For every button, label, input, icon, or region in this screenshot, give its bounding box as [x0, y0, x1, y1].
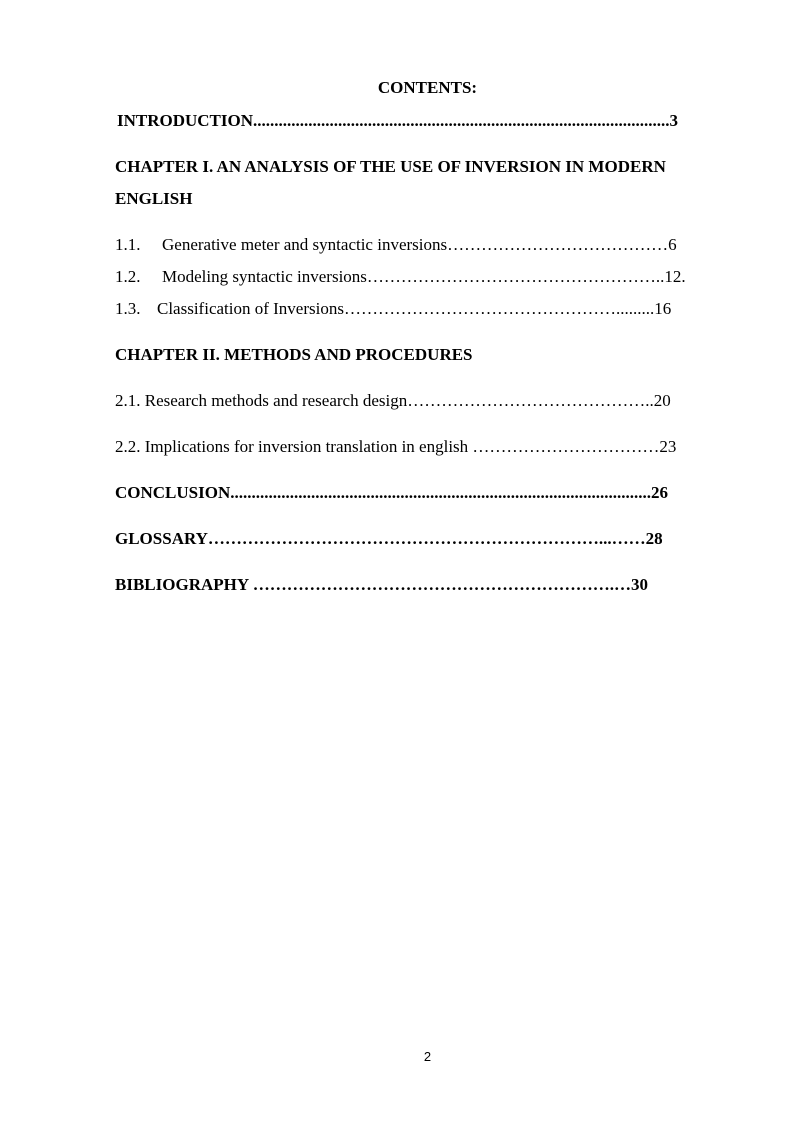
toc-item-2-2: 2.2. Implications for inversion translation in english ……………………………23 — [115, 437, 677, 456]
toc-entry-glossary: GLOSSARY……………………………………………………………...……28 — [115, 529, 663, 548]
toc-chapter-1-title-continued: ENGLISH — [115, 189, 193, 208]
toc-item-1-3-number: 1.3. — [115, 299, 141, 318]
toc-entry-bibliography: BIBLIOGRAPHY ……………………………………………………….…30 — [115, 575, 649, 594]
toc-item-1-3: Classification of Inversions………………………………………….........16 — [157, 299, 672, 318]
toc-chapter-2-title: CHAPTER II. METHODS AND PROCEDURES — [115, 345, 473, 364]
toc-chapter-1-title: CHAPTER I. AN ANALYSIS OF THE USE OF INVERSION IN MODERN — [115, 157, 666, 176]
toc-item-1-1-number: 1.1. — [115, 235, 141, 254]
contents-title: CONTENTS: — [377, 78, 478, 97]
toc-entry-introduction: INTRODUCTION..................................................................................................3 — [117, 111, 679, 130]
toc-item-1-1: Generative meter and syntactic inversions…………………………………6 — [162, 235, 677, 254]
toc-item-1-2-number: 1.2. — [115, 267, 141, 286]
toc-item-2-1: 2.1. Research methods and research design……………………………………..20 — [115, 391, 671, 410]
toc-entry-conclusion: CONCLUSION...................................................................................................26 — [115, 483, 668, 502]
toc-item-1-2: Modeling syntactic inversions……………………………………………..12. — [162, 267, 686, 286]
page-number: 2 — [423, 1049, 432, 1064]
